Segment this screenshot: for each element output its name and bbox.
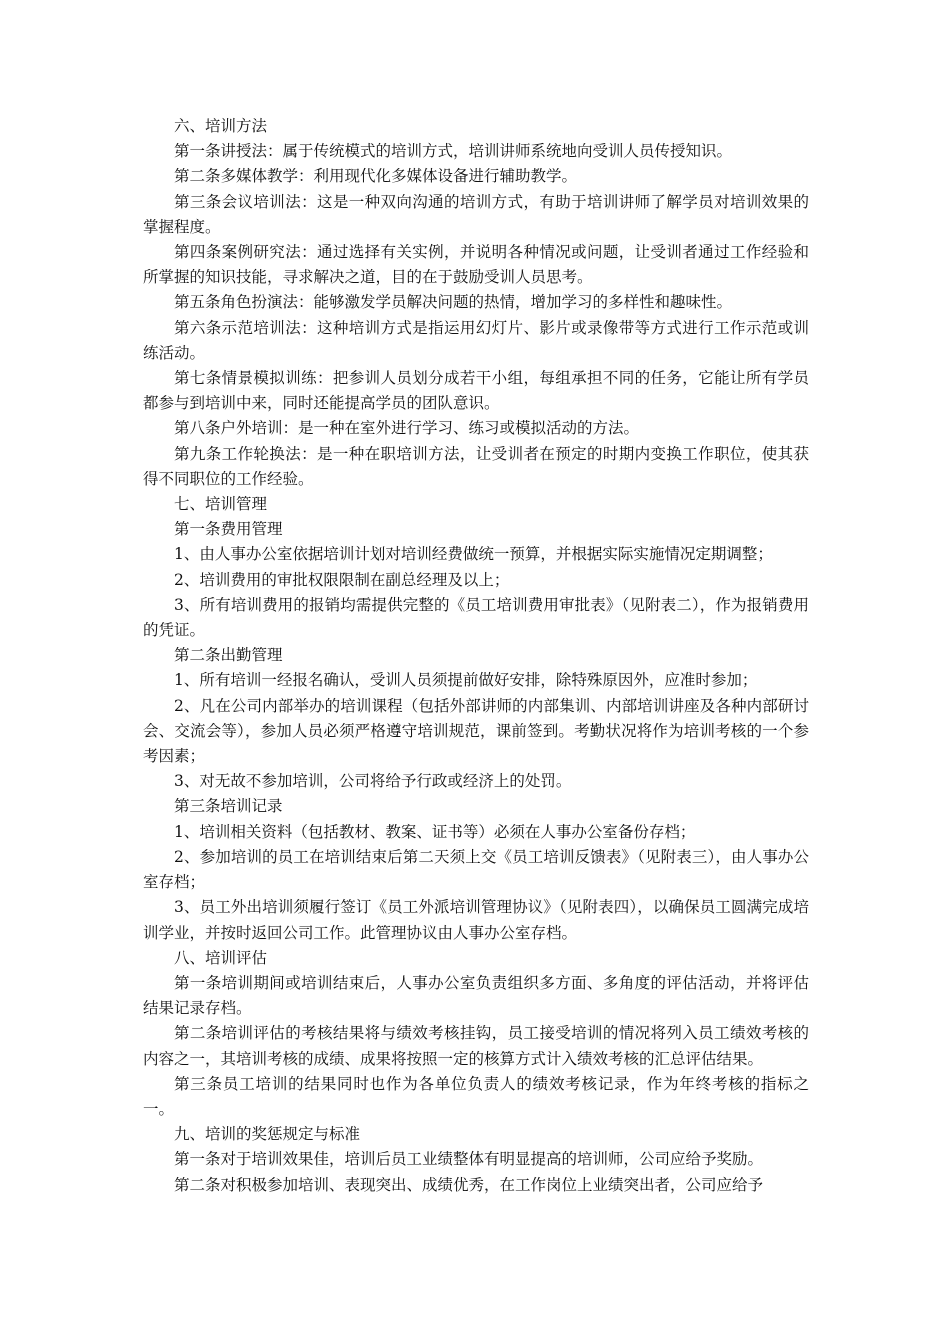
paragraph: 3、员工外出培训须履行签订《员工外派培训管理协议》（见附表四），以确保员工圆满完成培训学业，并按时返回公司工作。此管理协议由人事办公室存档。: [143, 898, 809, 942]
paragraph: 第五条角色扮演法：能够激发学员解决问题的热情，增加学习的多样性和趣味性。: [174, 293, 733, 312]
paragraph: 第六条示范培训法：这种培训方式是指运用幻灯片、影片或录像带等方式进行工作示范或训练活动。: [143, 318, 809, 362]
paragraph: 1、由人事办公室依据培训计划对培训经费做统一预算，并根据实际实施情况定期调整；: [174, 545, 773, 564]
paragraph: 2、培训费用的审批权限限制在副总经理及以上；: [174, 570, 510, 589]
section-heading-training-methods: 六、培训方法: [174, 117, 268, 135]
paragraph: 第八条户外培训：是一种在室外进行学习、练习或模拟活动的方法。: [174, 419, 640, 438]
paragraph: 3、对无故不参加培训，公司将给予行政或经济上的处罚。: [174, 772, 572, 791]
paragraph: 第二条多媒体教学：利用现代化多媒体设备进行辅助教学。: [174, 167, 578, 186]
paragraph: 第四条案例研究法：通过选择有关实例，并说明各种情况或问题，让受训者通过工作经验和所掌握的知识技能，寻求解决之道，目的在于鼓励受训人员思考。: [143, 243, 809, 287]
paragraph: 2、凡在公司内部举办的培训课程（包括外部讲师的内部集训、内部培训讲座及各种内部研讨会、交流会等），参加人员必须严格遵守培训规范，课前签到。考勤状况将作为培训考核的一个参考因素；: [143, 696, 809, 766]
paragraph: 2、参加培训的员工在培训结束后第二天须上交《员工培训反馈表》（见附表三），由人事办公室存档；: [143, 847, 809, 892]
paragraph: 3、所有培训费用的报销均需提供完整的《员工培训费用审批表》（见附表二），作为报销费用的凭证。: [143, 595, 809, 640]
paragraph: 第二条培训评估的考核结果将与绩效考核挂钩，员工接受培训的情况将列入员工绩效考核的内容之一，其培训考核的成绩、成果将按照一定的核算方式计入绩效考核的汇总评估结果。: [143, 1024, 809, 1068]
section-heading-training-management: 七、培训管理: [174, 495, 268, 514]
paragraph: 1、培训相关资料（包括教材、教案、证书等）必须在人事办公室备份存档；: [174, 822, 696, 841]
section-heading-training-evaluation: 八、培训评估: [174, 948, 268, 967]
subsection-heading: 第一条费用管理: [174, 520, 283, 539]
paragraph: 1、所有培训一经报名确认，受训人员须提前做好安排，除特殊原因外，应准时参加；: [174, 671, 758, 690]
subsection-heading: 第二条出勤管理: [174, 646, 283, 665]
section-heading-rewards-penalties: 九、培训的奖惩规定与标准: [174, 1125, 361, 1144]
document-body: [143, 114, 809, 1198]
paragraph: 第三条会议培训法：这是一种双向沟通的培训方式，有助于培训讲师了解学员对培训效果的掌握程度。: [143, 192, 809, 236]
paragraph: 第九条工作轮换法：是一种在职培训方法，让受训者在预定的时期内变换工作职位，使其获得不同职位的工作经验。: [143, 444, 809, 488]
paragraph: 第二条对积极参加培训、表现突出、成绩优秀，在工作岗位上业绩突出者，公司应给予: [174, 1175, 764, 1194]
paragraph: 第一条讲授法：属于传统模式的培训方式，培训讲师系统地向受训人员传授知识。: [174, 142, 733, 161]
paragraph: 第一条对于培训效果佳，培训后员工业绩整体有明显提高的培训师，公司应给予奖励。: [174, 1150, 764, 1169]
subsection-heading: 第三条培训记录: [174, 797, 283, 816]
paragraph: 第三条员工培训的结果同时也作为各单位负责人的绩效考核记录，作为年终考核的指标之一。: [143, 1074, 809, 1118]
paragraph: 第七条情景模拟训练：把参训人员划分成若干小组，每组承担不同的任务，它能让所有学员都参与到培训中来，同时还能提高学员的团队意识。: [143, 369, 809, 413]
paragraph: 第一条培训期间或培训结束后，人事办公室负责组织多方面、多角度的评估活动，并将评估结果记录存档。: [143, 973, 809, 1018]
